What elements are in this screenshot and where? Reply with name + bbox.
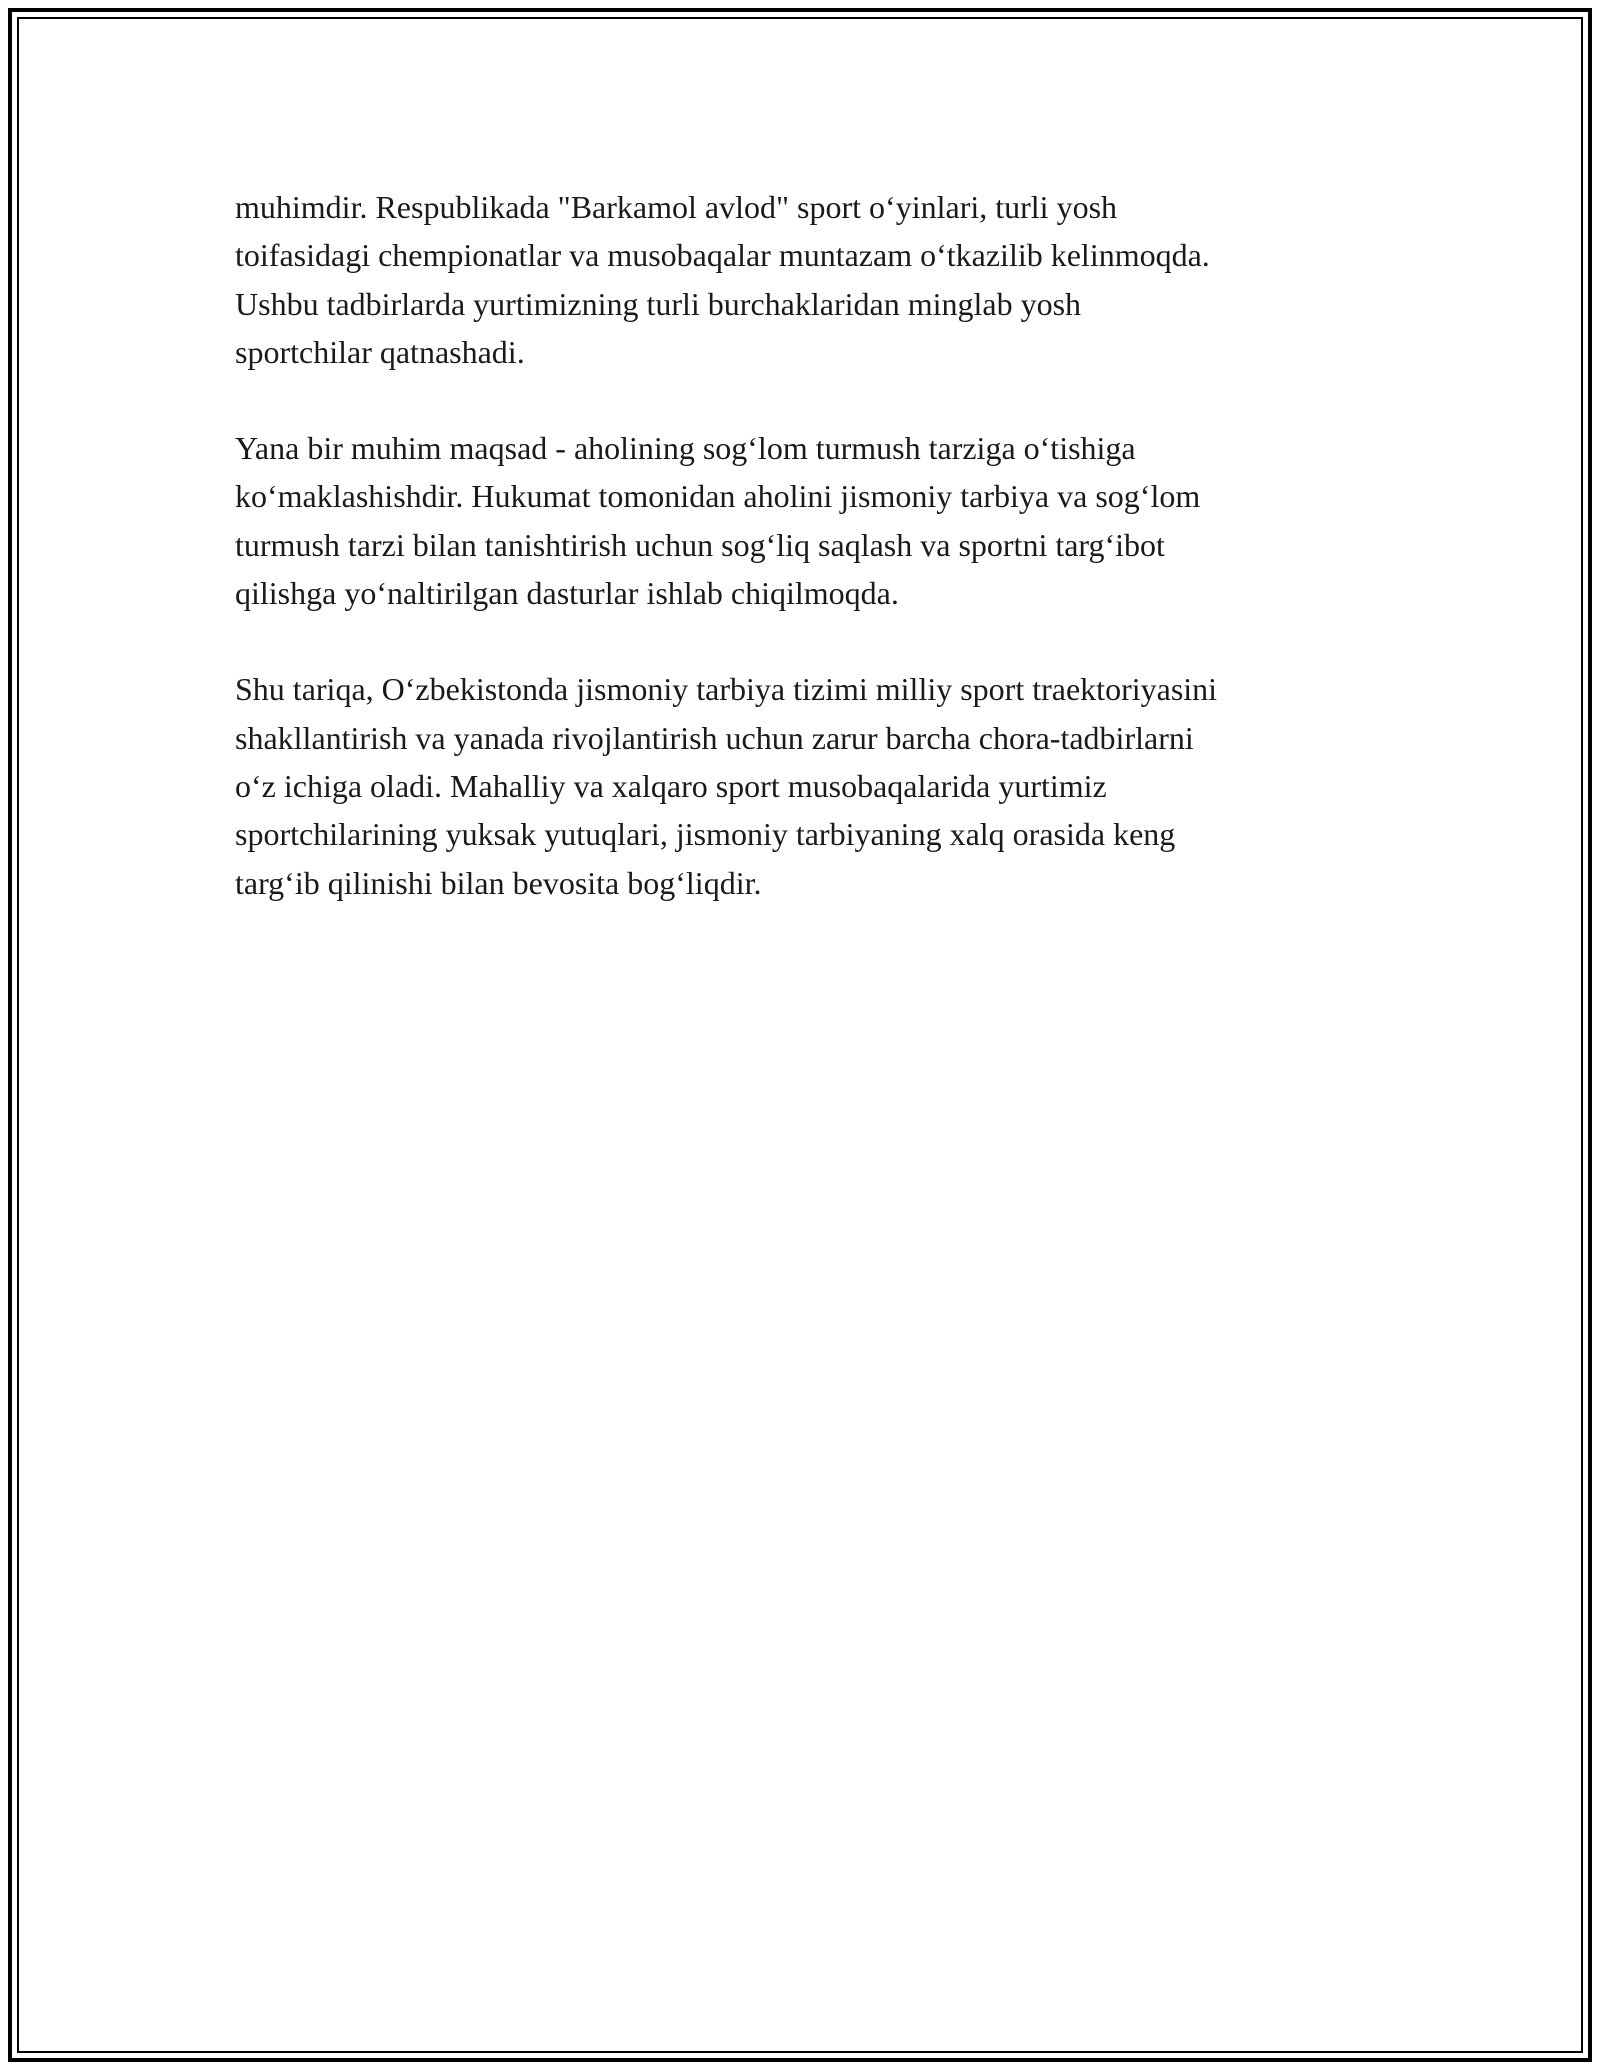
text-line: Ushbu tadbirlarda yurtimizning turli burchaklaridan minglab yosh <box>235 285 1082 322</box>
text-line: qilishga yo‘naltirilgan dasturlar ishlab chiqilmoqda. <box>235 575 899 612</box>
text-line: targ‘ib qilinishi bilan bevosita bog‘liqdir. <box>235 864 762 901</box>
text-line: toifasidagi chempionatlar va musobaqalar muntazam o‘tkazilib kelinmoqda. <box>235 237 1210 274</box>
text-line: Yana bir muhim maqsad - aholining sog‘lom turmush tarziga o‘tishiga <box>235 430 1136 467</box>
paragraph-3 <box>235 665 1375 906</box>
text-line: Shu tariqa, O‘zbekistonda jismoniy tarbiya tizimi milliy sport traektoriyasini <box>235 671 1218 708</box>
paragraph-1 <box>235 183 1375 376</box>
text-line: turmush tarzi bilan tanishtirish uchun sog‘liq saqlash va sportni targ‘ibot <box>235 526 1165 563</box>
document-body <box>235 183 1375 955</box>
text-line: shakllantirish va yanada rivojlantirish uchun zarur barcha chora-tadbirlarni <box>235 719 1194 756</box>
text-line: muhimdir. Respublikada "Barkamol avlod" sport o‘yinlari, turli yosh <box>235 189 1118 225</box>
text-line: sportchilar qatnashadi. <box>235 333 525 370</box>
text-line: o‘z ichiga oladi. Mahalliy va xalqaro sport musobaqalarida yurtimiz <box>235 767 1107 804</box>
text-line: sportchilarining yuksak yutuqlari, jismoniy tarbiyaning xalq orasida keng <box>235 816 1176 853</box>
paragraph-2 <box>235 424 1375 617</box>
text-line: ko‘maklashishdir. Hukumat tomonidan aholini jismoniy tarbiya va sog‘lom <box>235 478 1201 515</box>
